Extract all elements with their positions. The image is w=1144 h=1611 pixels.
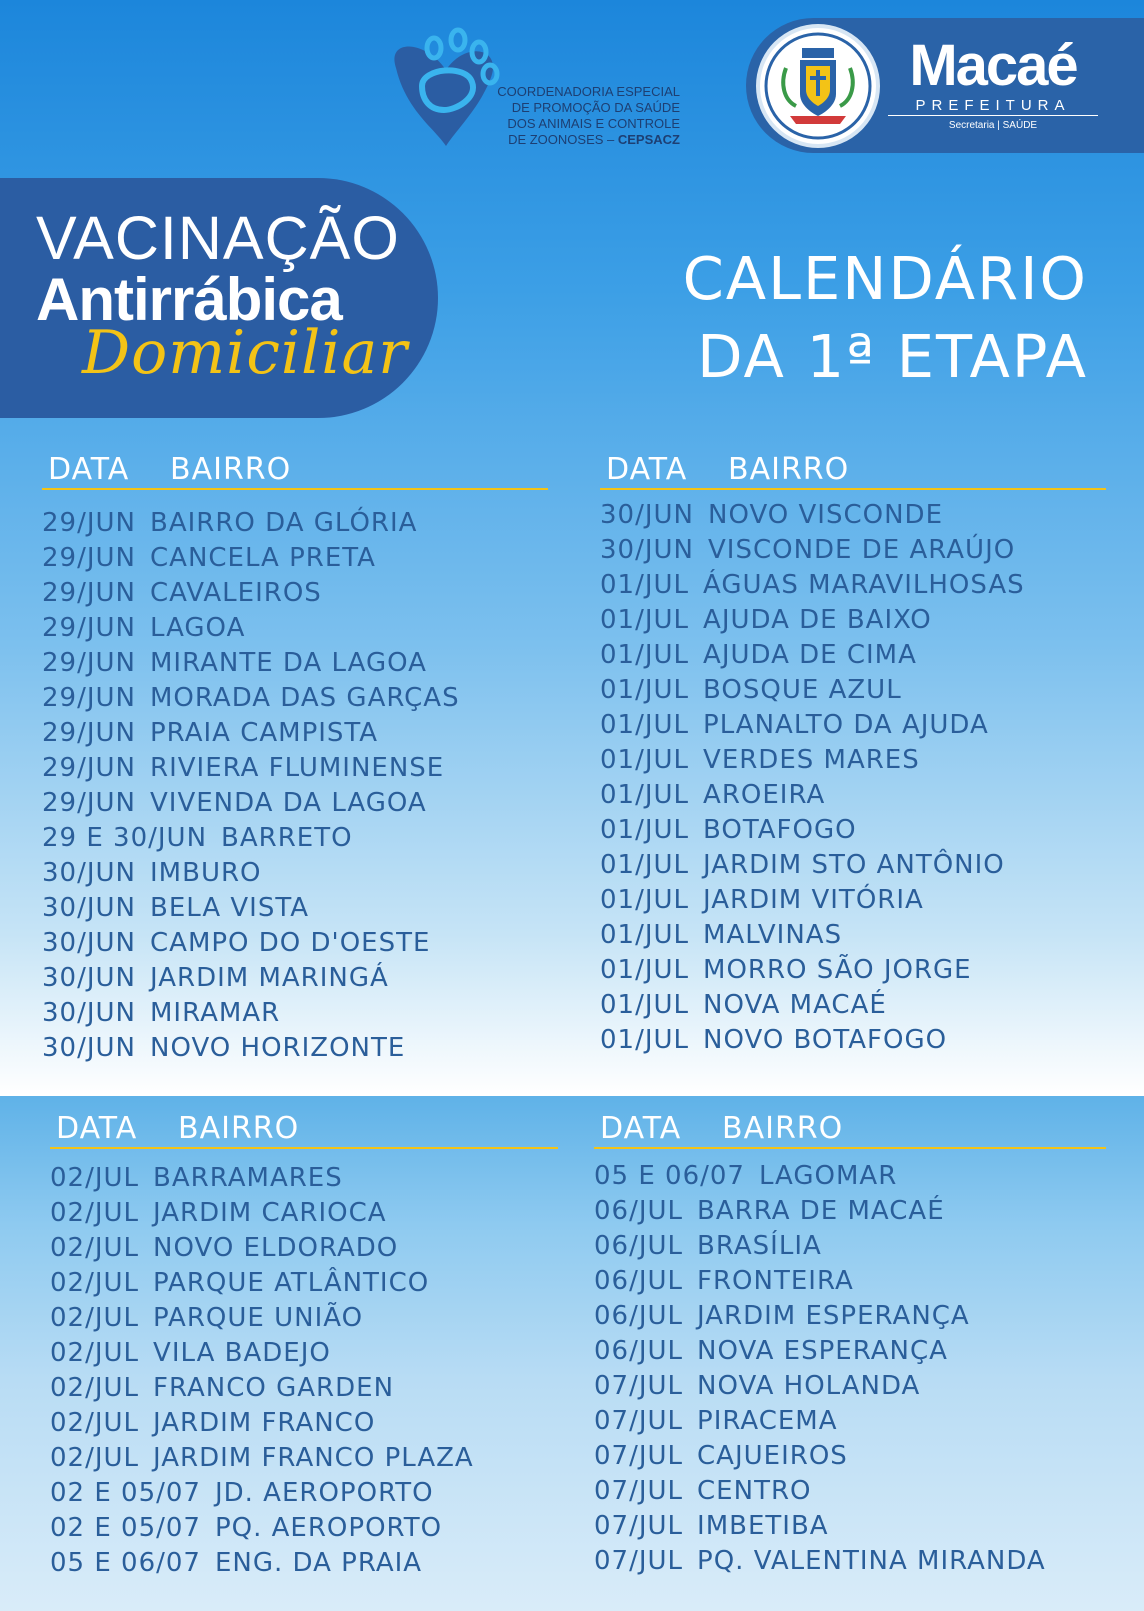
table-row	[42, 1031, 548, 1066]
row-bairro: MIRANTE DA LAGOA	[150, 648, 427, 678]
row-bairro: IMBETIBA	[697, 1511, 829, 1541]
row-bairro: NOVA ESPERANÇA	[697, 1336, 948, 1366]
table-row	[50, 1231, 558, 1266]
row-date: 29/JUN	[42, 508, 136, 538]
row-bairro: ÁGUAS MARAVILHOSAS	[703, 570, 1025, 600]
table-row	[600, 568, 1106, 603]
table-row	[594, 1159, 1106, 1194]
table-row	[600, 1023, 1106, 1058]
table-row	[600, 673, 1106, 708]
row-bairro: NOVO ELDORADO	[153, 1233, 399, 1263]
row-date: 02/JUL	[50, 1303, 140, 1333]
row-bairro: VIVENDA DA LAGOA	[150, 788, 427, 818]
row-date: 29 E 30/JUN	[42, 823, 208, 853]
header-bairro: BAIRRO	[170, 452, 292, 487]
row-bairro: BAIRRO DA GLÓRIA	[150, 508, 418, 538]
row-date: 02 E 05/07	[50, 1478, 201, 1508]
header-date: DATA	[606, 452, 688, 487]
row-date: 07/JUL	[594, 1546, 684, 1576]
cepsacz-logo	[386, 18, 686, 158]
table-row	[594, 1509, 1106, 1544]
row-bairro: BARRAMARES	[153, 1163, 343, 1193]
schedule-table-4	[594, 1109, 1106, 1579]
table-row	[42, 541, 548, 576]
row-bairro: CAVALEIROS	[150, 578, 322, 608]
table-header	[600, 450, 1106, 490]
row-date: 29/JUN	[42, 718, 136, 748]
row-date: 05 E 06/07	[50, 1548, 201, 1578]
row-date: 02/JUL	[50, 1198, 140, 1228]
row-bairro: BARRA DE MACAÉ	[697, 1196, 945, 1226]
table-row	[594, 1369, 1106, 1404]
table-row	[42, 786, 548, 821]
header-date: DATA	[48, 452, 130, 487]
table-row	[594, 1299, 1106, 1334]
row-bairro: NOVO VISCONDE	[708, 500, 943, 530]
row-bairro: LAGOMAR	[758, 1161, 898, 1191]
row-bairro: PQ. AEROPORTO	[214, 1513, 443, 1543]
table-row	[594, 1334, 1106, 1369]
row-date: 02 E 05/07	[50, 1513, 201, 1543]
table-row	[594, 1194, 1106, 1229]
calendar-title-line2: DA 1ª ETAPA	[697, 322, 1088, 391]
row-date: 01/JUL	[600, 990, 690, 1020]
row-bairro: LAGOA	[150, 613, 246, 643]
row-date: 30/JUN	[42, 858, 136, 888]
row-date: 29/JUN	[42, 683, 136, 713]
row-date: 30/JUN	[42, 998, 136, 1028]
table-row	[42, 961, 548, 996]
row-bairro: VILA BADEJO	[153, 1338, 331, 1368]
table-rows	[50, 1161, 558, 1581]
table-row	[42, 996, 548, 1031]
table-row	[600, 743, 1106, 778]
row-date: 29/JUN	[42, 753, 136, 783]
row-bairro: NOVA MACAÉ	[703, 990, 887, 1020]
header-bairro: BAIRRO	[722, 1111, 844, 1146]
row-date: 07/JUL	[594, 1371, 684, 1401]
table-row	[594, 1229, 1106, 1264]
row-bairro: MORRO SÃO JORGE	[703, 955, 972, 985]
row-bairro: JARDIM VITÓRIA	[703, 885, 924, 915]
table-row	[600, 813, 1106, 848]
row-date: 29/JUN	[42, 648, 136, 678]
row-date: 01/JUL	[600, 955, 690, 985]
row-date: 30/JUN	[42, 893, 136, 923]
title-line-antirrabica: Antirrábica	[36, 266, 342, 333]
table-row	[50, 1441, 558, 1476]
row-date: 30/JUN	[42, 963, 136, 993]
row-bairro: BELA VISTA	[150, 893, 310, 923]
table-row	[594, 1404, 1106, 1439]
cepsacz-text: COORDENADORIA ESPECIAL DE PROMOÇÃO DA SAÚDE DOS ANIMAIS E CONTROLE DE ZOONOSES – CEPSACZ	[497, 84, 680, 147]
row-date: 01/JUL	[600, 1025, 690, 1055]
row-date: 06/JUL	[594, 1266, 684, 1296]
table-row	[50, 1511, 558, 1546]
header-bairro: BAIRRO	[178, 1111, 300, 1146]
row-date: 02/JUL	[50, 1408, 140, 1438]
row-date: 02/JUL	[50, 1443, 140, 1473]
schedule-table-3	[50, 1109, 558, 1581]
title-line-vacinacao: VACINAÇÃO	[36, 204, 400, 272]
row-bairro: VERDES MARES	[703, 745, 920, 775]
row-date: 01/JUL	[600, 815, 690, 845]
table-row	[600, 533, 1106, 568]
row-bairro: PQ. VALENTINA MIRANDA	[697, 1546, 1046, 1576]
table-row	[600, 498, 1106, 533]
table-rows	[42, 506, 548, 1066]
row-bairro: PIRACEMA	[697, 1406, 838, 1436]
row-bairro: RIVIERA FLUMINENSE	[150, 753, 445, 783]
table-rows	[594, 1159, 1106, 1579]
calendar-title	[683, 240, 1088, 396]
table-header	[42, 450, 548, 490]
row-date: 29/JUN	[42, 543, 136, 573]
row-bairro: JARDIM FRANCO PLAZA	[153, 1443, 474, 1473]
row-date: 07/JUL	[594, 1441, 684, 1471]
table-row	[42, 856, 548, 891]
table-row	[600, 953, 1106, 988]
row-bairro: BOSQUE AZUL	[703, 675, 902, 705]
table-rows	[600, 498, 1106, 1058]
table-row	[50, 1301, 558, 1336]
row-bairro: ENG. DA PRAIA	[214, 1548, 423, 1578]
row-date: 02/JUL	[50, 1163, 140, 1193]
row-bairro: AJUDA DE BAIXO	[703, 605, 932, 635]
table-row	[50, 1371, 558, 1406]
row-bairro: JARDIM ESPERANÇA	[697, 1301, 970, 1331]
row-date: 30/JUN	[600, 535, 694, 565]
table-row	[50, 1476, 558, 1511]
table-row	[50, 1336, 558, 1371]
row-date: 02/JUL	[50, 1373, 140, 1403]
row-date: 30/JUN	[42, 1033, 136, 1063]
row-bairro: CANCELA PRETA	[150, 543, 376, 573]
table-row	[50, 1266, 558, 1301]
table-row	[600, 778, 1106, 813]
row-bairro: AROEIRA	[703, 780, 826, 810]
row-bairro: AJUDA DE CIMA	[703, 640, 917, 670]
table-row	[594, 1474, 1106, 1509]
schedule-table-2	[600, 450, 1106, 1058]
calendar-title-line1: CALENDÁRIO	[682, 244, 1088, 313]
table-row	[600, 708, 1106, 743]
row-date: 01/JUL	[600, 745, 690, 775]
row-bairro: FRANCO GARDEN	[153, 1373, 395, 1403]
row-bairro: PARQUE UNIÃO	[153, 1303, 364, 1333]
table-row	[42, 926, 548, 961]
row-bairro: BOTAFOGO	[703, 815, 857, 845]
row-date: 07/JUL	[594, 1406, 684, 1436]
table-header	[50, 1109, 558, 1149]
table-header	[594, 1109, 1106, 1149]
row-bairro: FRONTEIRA	[697, 1266, 854, 1296]
table-row	[594, 1544, 1106, 1579]
schedule-table-1	[42, 450, 548, 1066]
row-bairro: CAJUEIROS	[697, 1441, 848, 1471]
macae-name: Macaé	[909, 33, 1077, 98]
row-date: 01/JUL	[600, 605, 690, 635]
row-bairro: JARDIM FRANCO	[153, 1408, 376, 1438]
table-row	[594, 1264, 1106, 1299]
table-row	[50, 1196, 558, 1231]
table-row	[50, 1406, 558, 1441]
table-row	[42, 716, 548, 751]
row-date: 01/JUL	[600, 675, 690, 705]
row-bairro: NOVO BOTAFOGO	[703, 1025, 948, 1055]
row-date: 07/JUL	[594, 1476, 684, 1506]
macae-prefeitura: PREFEITURA	[888, 97, 1098, 116]
table-row	[42, 821, 548, 856]
row-date: 06/JUL	[594, 1336, 684, 1366]
table-row	[600, 848, 1106, 883]
table-row	[600, 883, 1106, 918]
table-row	[600, 638, 1106, 673]
row-date: 01/JUL	[600, 850, 690, 880]
table-row	[600, 988, 1106, 1023]
row-date: 29/JUN	[42, 578, 136, 608]
row-date: 30/JUN	[42, 928, 136, 958]
header-date: DATA	[56, 1111, 138, 1146]
row-date: 06/JUL	[594, 1196, 684, 1226]
row-bairro: PLANALTO DA AJUDA	[703, 710, 989, 740]
row-bairro: BRASÍLIA	[697, 1231, 822, 1261]
row-bairro: JARDIM STO ANTÔNIO	[703, 850, 1005, 880]
row-date: 01/JUL	[600, 780, 690, 810]
table-row	[42, 751, 548, 786]
row-date: 06/JUL	[594, 1231, 684, 1261]
row-bairro: PRAIA CAMPISTA	[150, 718, 379, 748]
table-row	[42, 891, 548, 926]
row-bairro: NOVO HORIZONTE	[150, 1033, 406, 1063]
table-row	[50, 1546, 558, 1581]
row-date: 30/JUN	[600, 500, 694, 530]
row-date: 02/JUL	[50, 1233, 140, 1263]
row-bairro: IMBURO	[150, 858, 262, 888]
table-row	[42, 646, 548, 681]
row-bairro: BARRETO	[221, 823, 353, 853]
row-bairro: MORADA DAS GARÇAS	[150, 683, 460, 713]
row-date: 01/JUL	[600, 710, 690, 740]
header-date: DATA	[600, 1111, 682, 1146]
table-row	[42, 576, 548, 611]
table-row	[594, 1439, 1106, 1474]
row-date: 01/JUL	[600, 570, 690, 600]
row-bairro: MIRAMAR	[150, 998, 281, 1028]
table-row	[42, 506, 548, 541]
row-bairro: JD. AEROPORTO	[214, 1478, 434, 1508]
table-row	[50, 1161, 558, 1196]
row-date: 29/JUN	[42, 788, 136, 818]
row-date: 02/JUL	[50, 1338, 140, 1368]
table-row	[600, 603, 1106, 638]
table-row	[42, 681, 548, 716]
row-date: 05 E 06/07	[594, 1161, 745, 1191]
table-row	[600, 918, 1106, 953]
table-row	[42, 611, 548, 646]
row-bairro: VISCONDE DE ARAÚJO	[708, 535, 1016, 565]
macae-seal-icon	[756, 24, 880, 148]
row-bairro: CAMPO DO D'OESTE	[150, 928, 431, 958]
row-date: 01/JUL	[600, 885, 690, 915]
row-date: 01/JUL	[600, 920, 690, 950]
row-date: 29/JUN	[42, 613, 136, 643]
header-bairro: BAIRRO	[728, 452, 850, 487]
row-bairro: NOVA HOLANDA	[697, 1371, 921, 1401]
row-bairro: MALVINAS	[703, 920, 843, 950]
row-bairro: JARDIM MARINGÁ	[150, 963, 389, 993]
row-date: 06/JUL	[594, 1301, 684, 1331]
row-bairro: JARDIM CARIOCA	[153, 1198, 387, 1228]
row-date: 02/JUL	[50, 1268, 140, 1298]
row-date: 07/JUL	[594, 1511, 684, 1541]
row-date: 01/JUL	[600, 640, 690, 670]
row-bairro: PARQUE ATLÂNTICO	[153, 1268, 430, 1298]
macae-secretaria: Secretaria | SAÚDE	[948, 120, 1038, 131]
row-bairro: CENTRO	[697, 1476, 812, 1506]
title-line-domiciliar: Domiciliar	[82, 318, 408, 388]
